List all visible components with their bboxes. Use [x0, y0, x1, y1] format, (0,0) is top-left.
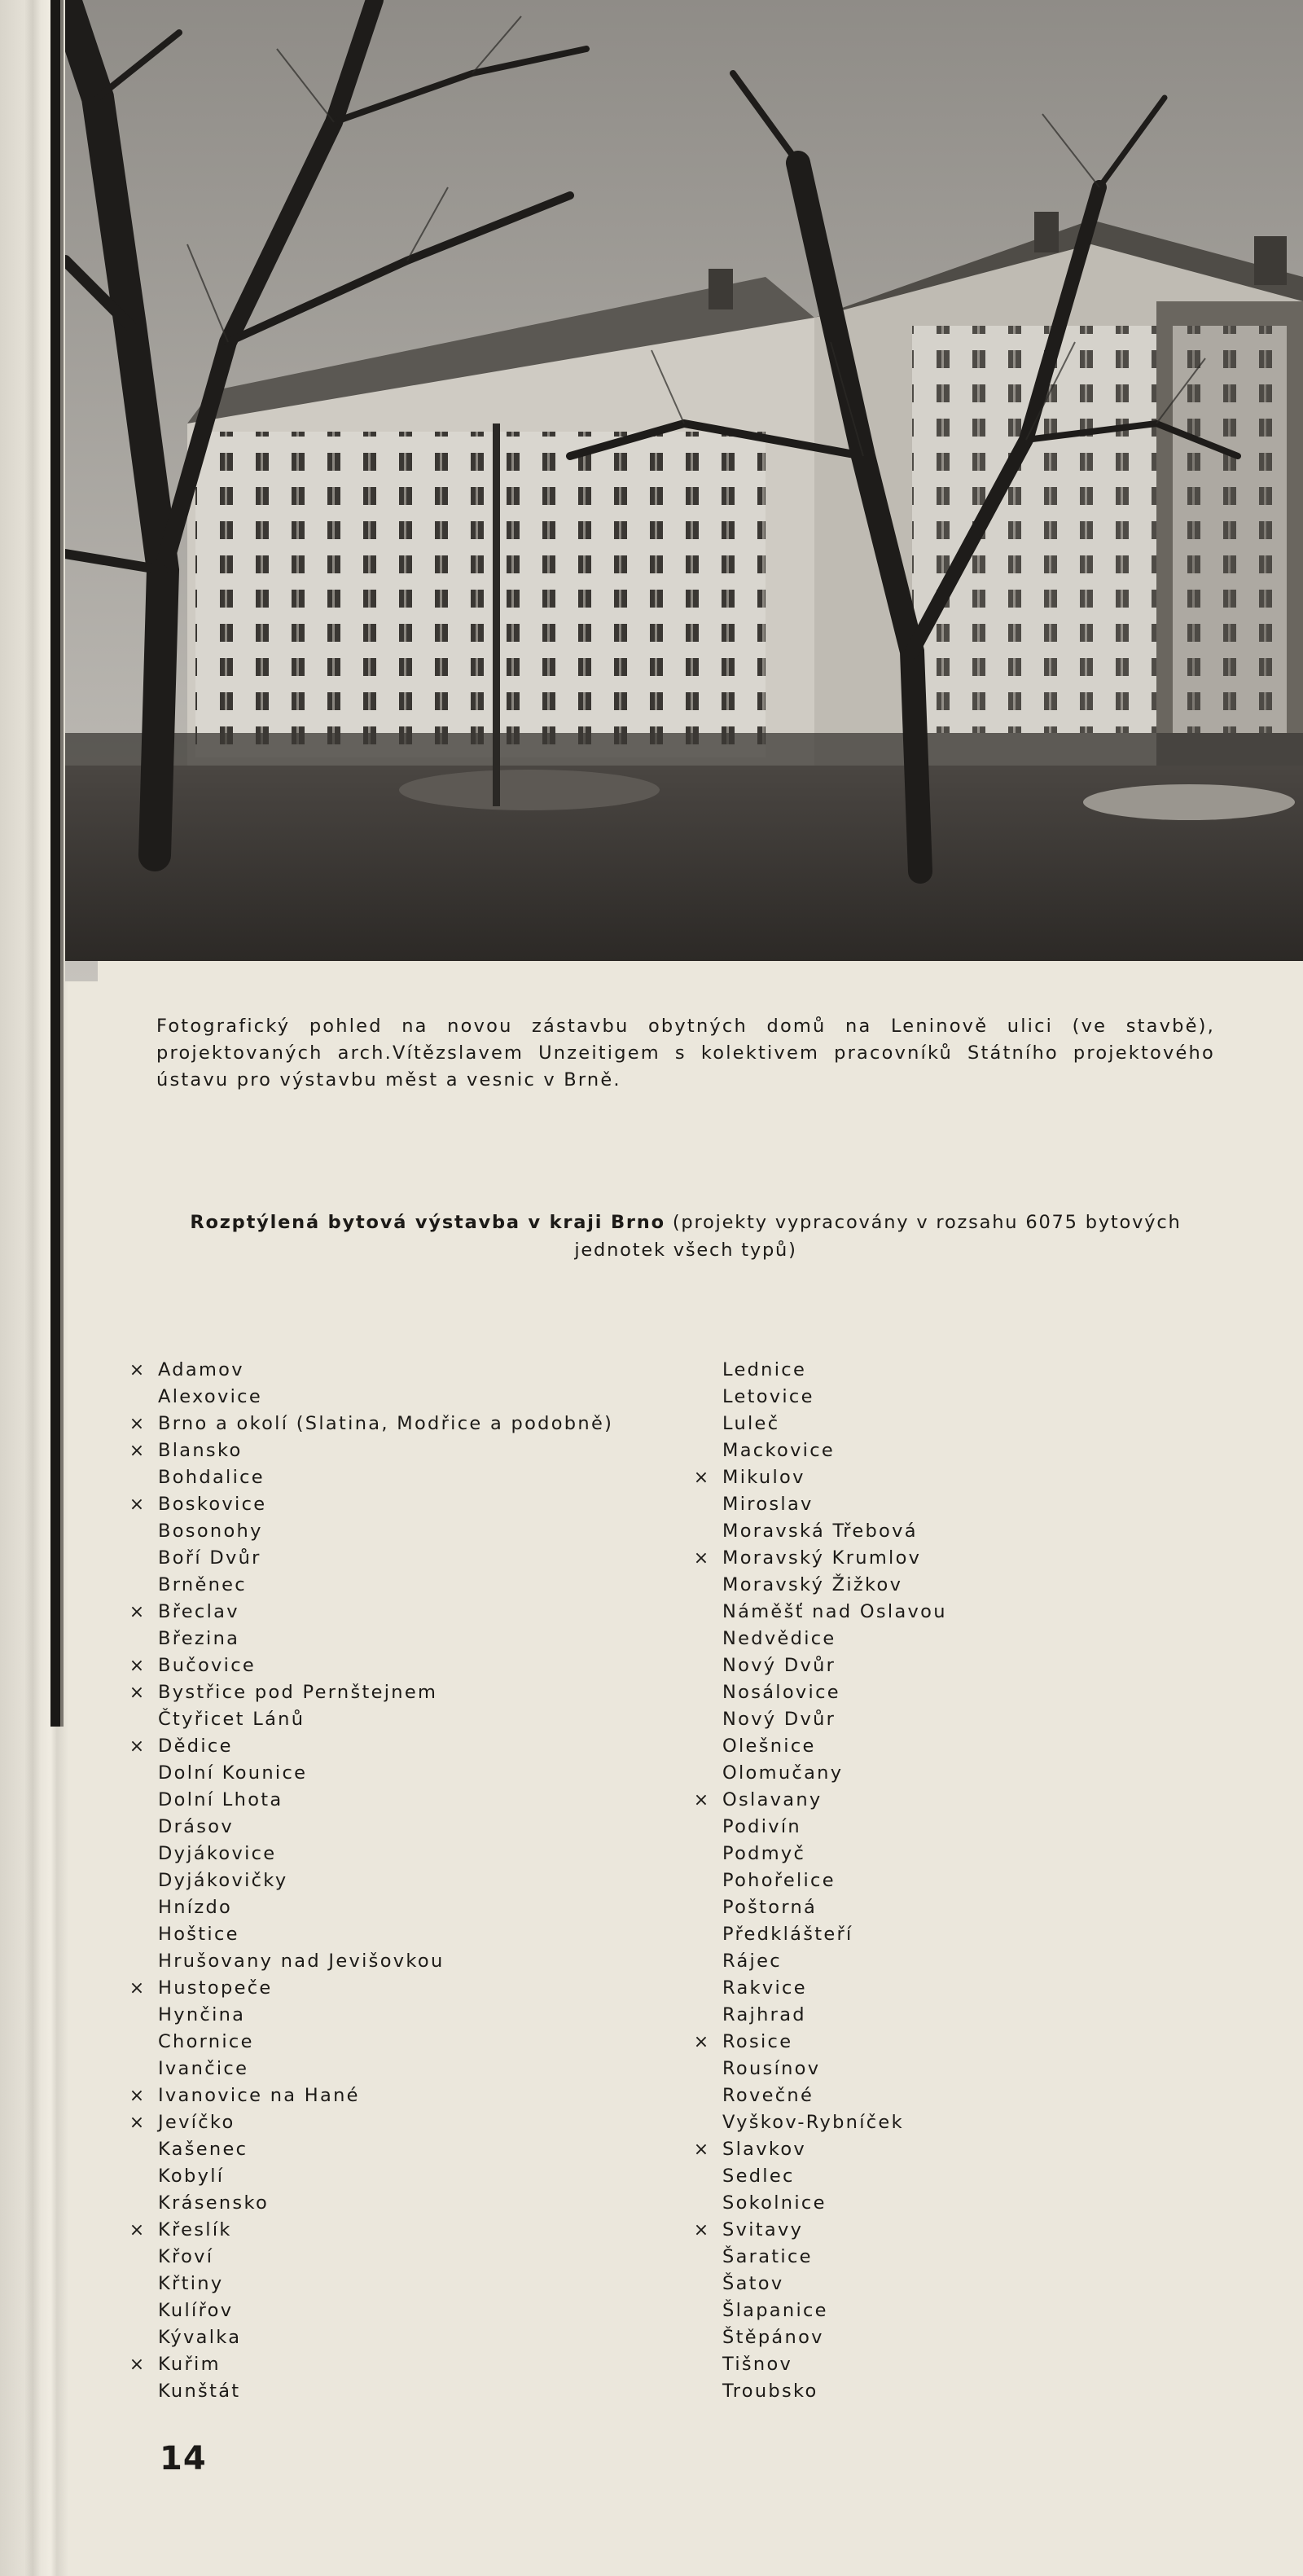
photo-caption: Fotografický pohled na novou zástavbu obytných domů na Leninově ulici (ve stavbě), projektovaných arch.Vítězslavem Unzeitigem s kolektivem pracovníků Státního projektového ústavu pro výstavbu měst a vesnic v Brně. — [156, 1016, 1215, 1091]
locality-item — [158, 2056, 613, 2082]
locality-name: Nový Dvůr — [722, 1709, 836, 1730]
locality-item — [722, 1894, 947, 1921]
locality-item — [158, 2136, 613, 2163]
locality-name: Luleč — [722, 1413, 780, 1434]
locality-name: Krásensko — [158, 2192, 270, 2214]
locality-name: Nedvědice — [722, 1628, 836, 1649]
locality-name: Olomučany — [722, 1762, 844, 1784]
locality-name: Kašenec — [158, 2139, 248, 2160]
locality-item — [722, 1518, 947, 1545]
locality-name: Hoštice — [158, 1924, 239, 1945]
locality-item — [129, 1652, 613, 1679]
locality-item — [722, 2324, 947, 2351]
locality-name: Vyškov-Rybníček — [722, 2112, 904, 2133]
locality-item — [158, 1384, 613, 1411]
cross-mark-icon: × — [129, 1978, 145, 1999]
locality-item — [129, 2109, 613, 2136]
locality-item — [722, 1733, 947, 1760]
locality-item — [722, 2297, 947, 2324]
cross-mark-icon: × — [693, 2139, 709, 2160]
locality-item — [158, 1572, 613, 1599]
cross-mark-icon: × — [693, 1468, 709, 1488]
locality-item — [722, 1975, 947, 2002]
locality-item — [722, 1626, 947, 1652]
locality-list-left — [129, 1357, 614, 2405]
locality-item — [129, 1437, 613, 1464]
locality-list-right — [693, 1357, 947, 2405]
locality-name: Poštorná — [722, 1897, 818, 1918]
locality-name: Lednice — [722, 1359, 807, 1380]
locality-name: Sokolnice — [722, 2192, 827, 2214]
locality-name: Štěpánov — [722, 2327, 824, 2348]
locality-name: Křoví — [158, 2246, 214, 2267]
building-photograph — [65, 0, 1303, 981]
heading-rest: (projekty vypracovány v rozsahu 6075 bytových jednotek všech typů) — [574, 1212, 1182, 1261]
locality-item — [158, 1706, 613, 1733]
locality-item — [722, 2271, 947, 2297]
locality-item — [158, 1894, 613, 1921]
cross-mark-icon: × — [693, 2220, 709, 2240]
locality-item — [129, 1679, 613, 1706]
locality-name: Nový Dvůr — [722, 1655, 836, 1676]
locality-name: Ivančice — [158, 2058, 249, 2079]
locality-item — [158, 2297, 613, 2324]
locality-item — [722, 1948, 947, 1975]
locality-item — [129, 1357, 613, 1384]
locality-name: Moravský Krumlov — [722, 1547, 922, 1569]
cross-mark-icon: × — [129, 1441, 145, 1461]
locality-name: Slavkov — [722, 2139, 807, 2160]
locality-name: Dolní Kounice — [158, 1762, 308, 1784]
locality-name: Boskovice — [158, 1494, 267, 1515]
locality-name: Podmyč — [722, 1843, 806, 1864]
locality-item — [722, 2002, 947, 2029]
locality-name: Rakvice — [722, 1977, 807, 1999]
locality-name: Nosálovice — [722, 1682, 840, 1703]
locality-name: Brno a okolí (Slatina, Modřice a podobně) — [158, 1413, 614, 1434]
page-number: 14 — [160, 2440, 207, 2477]
locality-item — [722, 2109, 947, 2136]
locality-item — [693, 1787, 947, 1814]
locality-name: Boří Dvůr — [158, 1547, 261, 1569]
locality-name: Čtyřicet Lánů — [158, 1709, 305, 1730]
locality-name: Hustopeče — [158, 1977, 273, 1999]
cross-mark-icon: × — [129, 1360, 145, 1380]
locality-item — [158, 2002, 613, 2029]
locality-item — [722, 2082, 947, 2109]
locality-name: Drásov — [158, 1816, 234, 1837]
cross-mark-icon: × — [693, 2032, 709, 2052]
locality-name: Blansko — [158, 1440, 243, 1461]
locality-item — [722, 1384, 947, 1411]
locality-item — [129, 1975, 613, 2002]
locality-name: Kuřim — [158, 2354, 221, 2375]
locality-item — [158, 1760, 613, 1787]
locality-item — [158, 1867, 613, 1894]
locality-name: Kývalka — [158, 2327, 242, 2348]
locality-name: Troubsko — [722, 2381, 818, 2402]
locality-item — [158, 2324, 613, 2351]
locality-name: Alexovice — [158, 1386, 262, 1407]
locality-item — [158, 2271, 613, 2297]
locality-item — [129, 1599, 613, 1626]
locality-item — [693, 2136, 947, 2163]
cross-mark-icon: × — [129, 1683, 145, 1703]
locality-item — [722, 1572, 947, 1599]
locality-item — [158, 1841, 613, 1867]
locality-item — [158, 2244, 613, 2271]
cross-mark-icon: × — [129, 2113, 145, 2133]
locality-name: Rájec — [722, 1951, 782, 1972]
locality-item — [722, 1760, 947, 1787]
locality-item — [693, 2217, 947, 2244]
locality-name: Brněnec — [158, 1574, 247, 1595]
locality-item — [722, 1491, 947, 1518]
locality-item — [158, 1921, 613, 1948]
locality-item — [129, 1411, 614, 1437]
locality-item — [158, 1464, 613, 1491]
locality-item — [722, 2190, 947, 2217]
cross-mark-icon: × — [129, 2086, 145, 2106]
locality-name: Mikulov — [722, 1467, 805, 1488]
locality-name: Hrušovany nad Jevišovkou — [158, 1951, 445, 1972]
locality-item — [158, 2190, 613, 2217]
locality-item — [158, 2029, 613, 2056]
locality-name: Kunštát — [158, 2381, 241, 2402]
locality-item — [693, 2029, 947, 2056]
locality-item — [158, 1518, 613, 1545]
locality-item — [158, 1814, 613, 1841]
locality-name: Březina — [158, 1628, 240, 1649]
locality-name: Sedlec — [722, 2166, 795, 2187]
locality-item — [129, 1733, 613, 1760]
locality-name: Pohořelice — [722, 1870, 836, 1891]
cross-mark-icon: × — [129, 1414, 145, 1434]
locality-name: Tišnov — [722, 2354, 793, 2375]
locality-name: Rosice — [722, 2031, 793, 2052]
locality-item — [722, 1706, 947, 1733]
locality-name: Chornice — [158, 2031, 254, 2052]
locality-name: Křeslík — [158, 2219, 232, 2240]
locality-name: Dědice — [158, 1736, 233, 1757]
locality-item — [158, 2378, 613, 2405]
locality-name: Rovečné — [722, 2085, 814, 2106]
locality-name: Bosonohy — [158, 1521, 263, 1542]
locality-item — [722, 1357, 947, 1384]
locality-name: Miroslav — [722, 1494, 814, 1515]
locality-item — [722, 1437, 947, 1464]
locality-name: Dyjákovice — [158, 1843, 277, 1864]
locality-name: Dolní Lhota — [158, 1789, 283, 1810]
locality-item — [722, 2056, 947, 2082]
cross-mark-icon: × — [129, 2220, 145, 2240]
locality-name: Bystřice pod Pernštejnem — [158, 1682, 438, 1703]
cross-mark-icon: × — [693, 1790, 709, 1810]
locality-name: Adamov — [158, 1359, 244, 1380]
locality-item — [158, 1948, 613, 1975]
locality-name: Náměšť nad Oslavou — [722, 1601, 947, 1622]
cross-mark-icon: × — [129, 1602, 145, 1622]
locality-name: Hynčina — [158, 2004, 246, 2025]
locality-name: Bučovice — [158, 1655, 257, 1676]
locality-name: Olešnice — [722, 1736, 816, 1757]
locality-name: Jevíčko — [158, 2112, 235, 2133]
locality-item — [158, 2163, 613, 2190]
locality-item — [158, 1545, 613, 1572]
locality-name: Oslavany — [722, 1789, 823, 1810]
locality-name: Šatov — [722, 2273, 784, 2294]
locality-item — [722, 1814, 947, 1841]
locality-item — [722, 2163, 947, 2190]
locality-item — [722, 1921, 947, 1948]
locality-name: Křtiny — [158, 2273, 224, 2294]
locality-name: Kobylí — [158, 2166, 225, 2187]
locality-item — [158, 1787, 613, 1814]
locality-name: Moravský Žižkov — [722, 1574, 903, 1595]
locality-item — [129, 1491, 613, 1518]
locality-item — [722, 1867, 947, 1894]
locality-name: Břeclav — [158, 1601, 239, 1622]
locality-item — [722, 2351, 947, 2378]
locality-name: Předklášteří — [722, 1924, 853, 1945]
locality-name: Šaratice — [722, 2246, 813, 2267]
locality-item — [129, 2351, 613, 2378]
locality-item — [722, 2244, 947, 2271]
locality-name: Šlapanice — [722, 2300, 828, 2321]
locality-name: Podivín — [722, 1816, 801, 1837]
cross-mark-icon: × — [129, 1656, 145, 1676]
locality-name: Ivanovice na Hané — [158, 2085, 360, 2106]
locality-name: Mackovice — [722, 1440, 836, 1461]
locality-item — [129, 2217, 613, 2244]
locality-item — [722, 2378, 947, 2405]
cross-mark-icon: × — [129, 2354, 145, 2375]
locality-name: Bohdalice — [158, 1467, 265, 1488]
locality-name: Letovice — [722, 1386, 814, 1407]
locality-name: Kulířov — [158, 2300, 234, 2321]
locality-name: Rajhrad — [722, 2004, 806, 2025]
section-heading — [156, 1209, 1215, 1264]
locality-name: Rousínov — [722, 2058, 821, 2079]
locality-item — [693, 1464, 947, 1491]
locality-item — [693, 1545, 947, 1572]
locality-name: Hnízdo — [158, 1897, 233, 1918]
locality-item — [722, 1841, 947, 1867]
cross-mark-icon: × — [129, 1736, 145, 1757]
locality-name: Moravská Třebová — [722, 1521, 918, 1542]
cross-mark-icon: × — [693, 1548, 709, 1569]
locality-item — [158, 1626, 613, 1652]
locality-name: Dyjákovičky — [158, 1870, 288, 1891]
locality-item — [129, 2082, 613, 2109]
locality-item — [722, 1679, 947, 1706]
locality-item — [722, 1411, 947, 1437]
cross-mark-icon: × — [129, 1494, 145, 1515]
heading-bold: Rozptýlená bytová výstavba v kraji Brno — [190, 1212, 665, 1233]
locality-item — [722, 1652, 947, 1679]
binding-strip — [50, 0, 60, 1727]
locality-item — [722, 1599, 947, 1626]
locality-name: Svitavy — [722, 2219, 804, 2240]
